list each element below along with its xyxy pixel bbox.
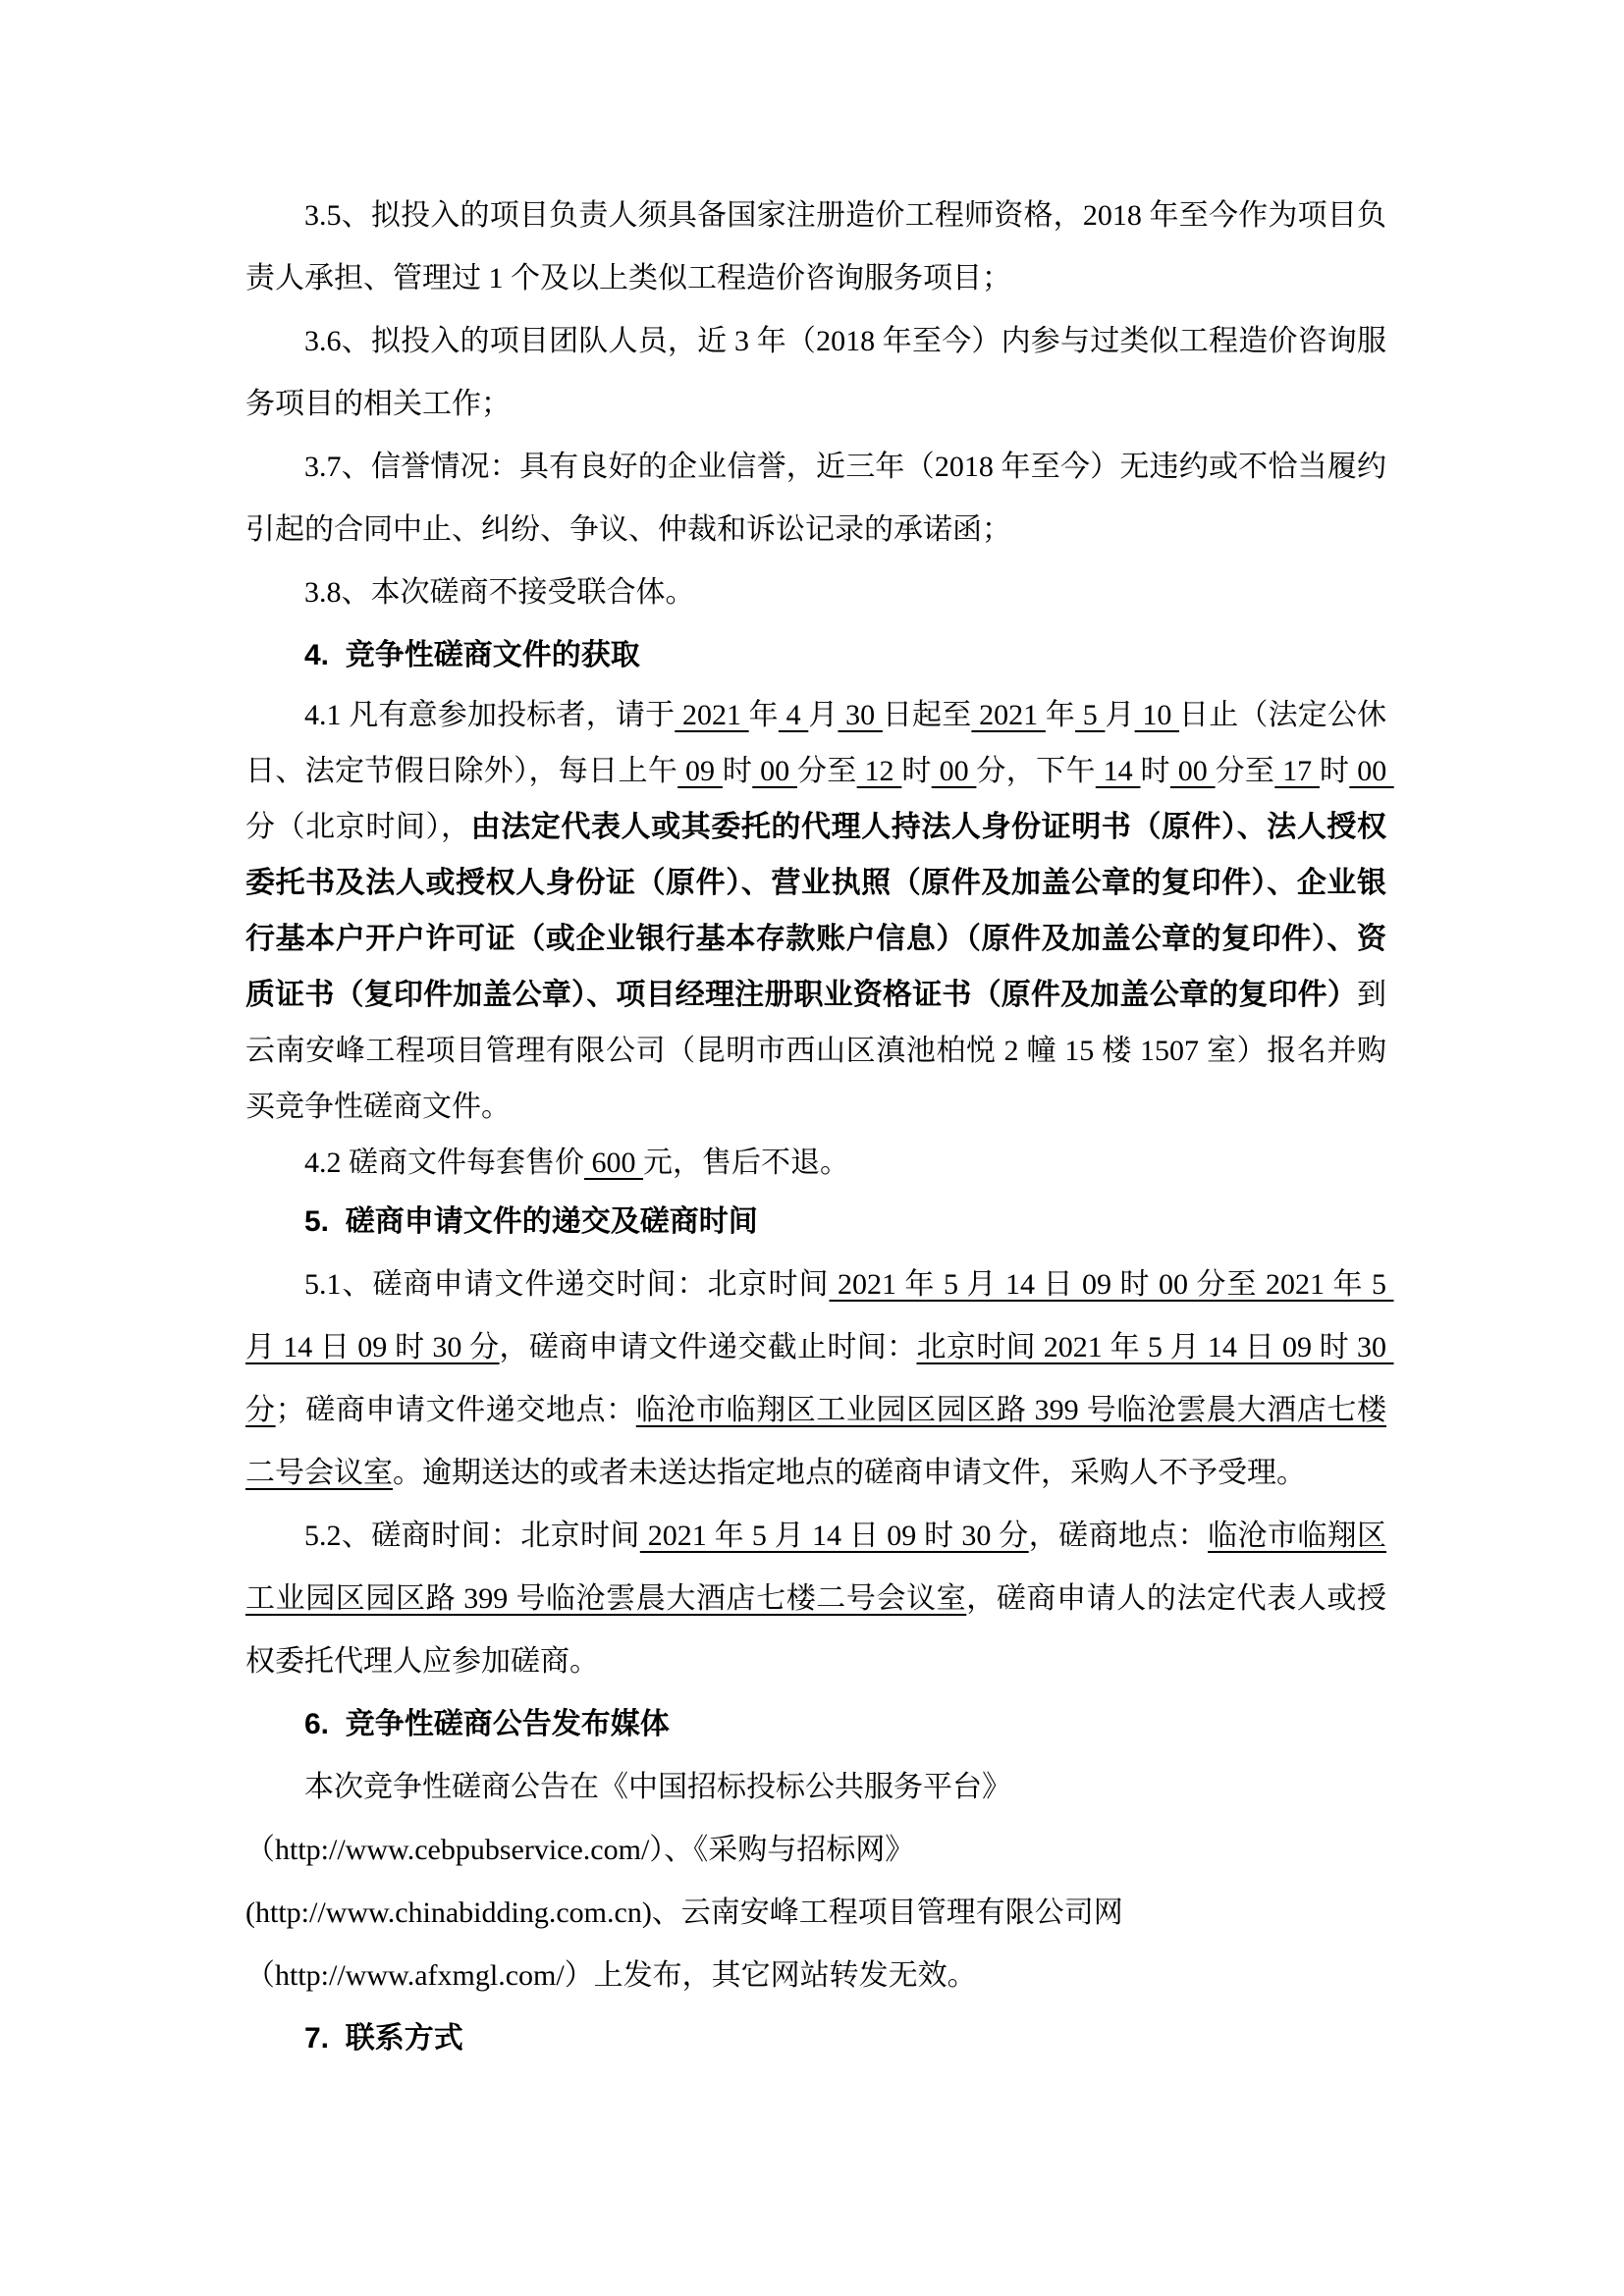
text-run: 4.2 磋商文件每套售价 [304,1147,584,1179]
text-run-underline: 00 [931,755,977,787]
text-run: 。逾期送达的或者未送达指定地点的磋商申请文件，采购人不予受理。 [393,1457,1306,1489]
text-run-underline: 17 [1274,755,1320,787]
text-run: 分（北京时间）， [245,811,471,843]
text-run: 分，下午 [976,755,1096,787]
para-5-2 [245,1505,1386,1693]
text-run: 3.6、拟投入的项目团队人员，近 3 年（2018 年至今）内参与过类似工程造价咨询服务项目的相关工作； [245,325,1386,420]
section-heading-4 [245,624,1386,687]
text-run-underline: 00 [752,755,797,787]
text-run-underline: 4 [778,699,809,731]
para-6-url-3 [245,1945,1386,2007]
text-run: (http://www.chinabidding.com.cn)、云南安峰工程项目管理有限公司网 [245,1896,1123,1929]
text-run: 3.5、拟投入的项目负责人须具备国家注册造价工程师资格，2018 年至今作为项目负责人承担、管理过 1 个及以上类似工程造价咨询服务项目； [245,199,1386,294]
text-run-underline: 北京时间 2021 年 5 月 14 日 09 时 30 分 [245,1331,1394,1426]
section-heading-5 [245,1191,1386,1254]
text-run: （http://www.cebpubservice.com/）、《采购与招标网》 [245,1834,915,1866]
text-run-underline: 09 [677,755,723,787]
text-run-underline: 临沧市临翔区工业园区园区路 399 号临沧雲晨大酒店七楼二号会议室 [245,1520,1387,1615]
para-5-1 [245,1254,1394,1505]
text-run: 分至 [1215,755,1275,787]
text-run: 分至 [796,755,857,787]
text-run-bold: 5. 磋商申请文件的递交及磋商时间 [304,1205,758,1238]
text-run: 本次竞争性磋商公告在《中国招标投标公共服务平台》 [304,1771,1011,1803]
text-run-underline: 12 [856,755,902,787]
para-6-intro [245,1756,1386,1819]
text-run: 月 [808,699,839,731]
text-run: （http://www.afxmgl.com/）上发布，其它网站转发无效。 [245,1959,977,1992]
para-3-7 [245,436,1386,561]
text-run: 年 [748,699,779,731]
text-run: ；磋商申请文件递交地点： [275,1394,636,1426]
text-run: 月 [1105,699,1135,731]
text-run: 时 [901,755,932,787]
text-run: 到云南安峰工程项目管理有限公司（昆明市西山区滇池柏悦 2 幢 15 楼 1507 室）报名并购买竞争性磋商文件。 [245,979,1386,1123]
text-run: 5.2、磋商时间：北京时间 [304,1520,640,1552]
text-run: 时 [1140,755,1170,787]
text-run-underline: 10 [1134,699,1180,731]
para-3-8 [245,561,1386,624]
text-run-bold: 6. 竞争性磋商公告发布媒体 [304,1708,670,1740]
para-6-url-1 [245,1819,1386,1882]
text-run-underline: 5 [1075,699,1106,731]
text-run-bold: 7. 联系方式 [304,2022,463,2055]
text-run: 日止（法定公休日、法定节假日除外），每日上午 [245,699,1387,787]
text-run: 5.1、磋商申请文件递交时间：北京时间 [304,1268,830,1301]
text-run: ，磋商地点： [1028,1520,1209,1552]
para-4-1 [245,687,1394,1135]
text-run-bold: 由法定代表人或其委托的代理人持法人身份证明书（原件）、法人授权委托书及法人或授权人身份证（原件）、营业执照（原件及加盖公章的复印件）、企业银行基本户开户许可证（或企业银行基本存款账户信息）（原件及加盖公章的复印件）、资质证书（复印件加盖公章）、项目经理注册职业资格证书（原件及加盖公章的复印件） [245,811,1387,1011]
text-run-underline: 2021 年 5 月 14 日 09 时 30 分 [639,1520,1029,1552]
text-run-underline: 临沧市临翔区工业园区园区路 399 号临沧雲晨大酒店七楼二号会议室 [245,1394,1387,1489]
text-run-underline: 14 [1095,755,1141,787]
text-run-underline: 00 [1349,755,1394,787]
text-run: 3.8、本次磋商不接受联合体。 [304,576,695,609]
text-run: 元，售后不退。 [643,1147,849,1179]
text-run: ，磋商申请人的法定代表人或授权委托代理人应参加磋商。 [245,1582,1387,1678]
text-run-underline: 600 [584,1147,643,1179]
text-run: 4.1 凡有意参加投标者，请于 [304,699,676,731]
para-3-6 [245,310,1386,436]
para-3-5 [245,185,1386,310]
text-run: 日起至 [882,699,972,731]
text-run: 时 [1319,755,1350,787]
text-run-underline: 2021 年 5 月 14 日 09 时 00 分至 2021 年 5 月 14 日 09 时 30 分 [245,1268,1394,1363]
text-run-underline: 30 [838,699,883,731]
text-run-underline: 2021 [675,699,749,731]
section-heading-6 [245,1693,1386,1756]
text-run: 3.7、信誉情况：具有良好的企业信誉，近三年（2018 年至今）无违约或不恰当履约引起的合同中止、纠纷、争议、仲裁和诉讼记录的承诺函； [245,451,1386,546]
section-heading-7 [245,2007,1386,2070]
text-run-underline: 00 [1169,755,1216,787]
para-6-url-2 [245,1882,1386,1945]
text-run: 时 [722,755,753,787]
text-run: 年 [1045,699,1076,731]
para-4-2 [245,1135,1386,1191]
text-run: ，磋商申请文件递交截止时间： [499,1331,917,1363]
text-run-bold: 4. 竞争性磋商文件的获取 [304,639,640,671]
text-run-underline: 2021 [971,699,1046,731]
